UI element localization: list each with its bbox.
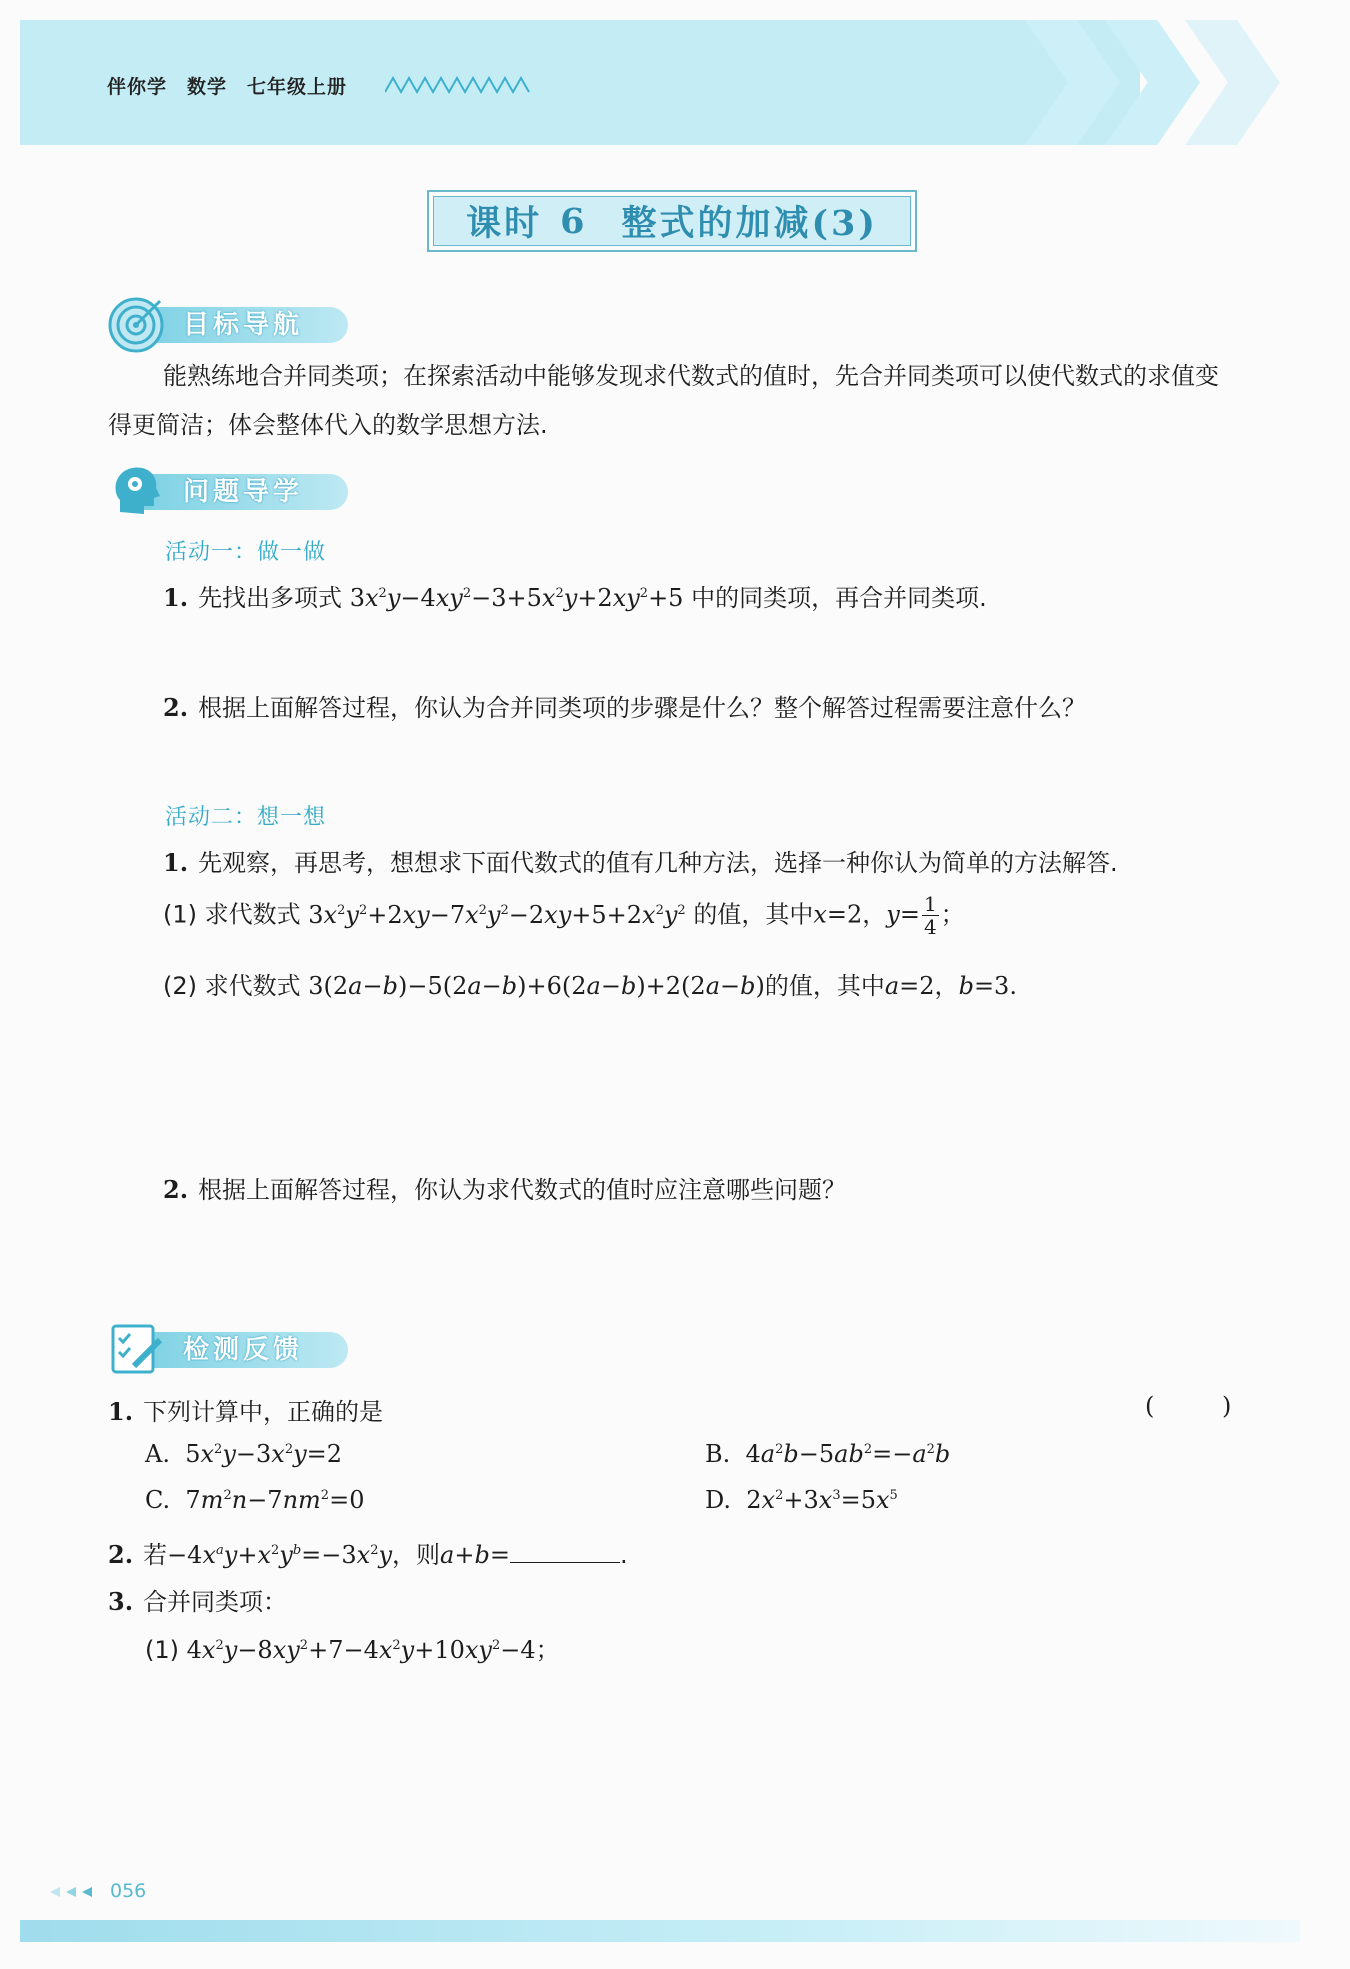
sub-question-1: (1) $4x^2y-8xy^2+7-4x^2y+10xy^2-4$； [145,1636,560,1664]
page-number: 056 [110,1880,147,1902]
checklist-icon [108,1320,166,1378]
feedback-question-3: 3. 合并同类项： [108,1587,288,1616]
target-icon [108,295,166,353]
sub-question-2: (2) 求代数式 3(2a−b)−5(2a−b)+6(2a−b)+2(2a−b)的值，其中a=2，b=3. [163,972,1017,1000]
arrows-icon [50,1885,105,1899]
subject-name: 数学 [187,76,228,98]
footer-band [20,1920,1300,1942]
question-2: 2. 根据上面解答过程，你认为合并同类项的步骤是什么？整个解答过程需要注意什么？ [163,693,1087,722]
activity-two-title: 活动二：想一想 [165,805,327,830]
head-gear-icon [108,462,166,520]
lesson-number: 6 [560,200,588,242]
grade-name: 七年级上册 [247,76,348,98]
section-banner-problem [108,462,353,518]
section-title: 问题导学 [183,477,304,507]
question-1: 1. 先观察，再思考，想想求下面代数式的值有几种方法，选择一种你认为简单的方法解答. [163,848,1118,877]
header-breadcrumb [107,72,367,99]
option-c: C. $7m^2n-7nm^2=0$ [145,1486,365,1514]
section-title: 目标导航 [183,310,304,340]
answer-blank[interactable] [510,1542,620,1563]
book-name: 伴你学 [107,76,168,98]
lesson-title [427,190,917,252]
goal-paragraph: 能熟练地合并同类项；在探索活动中能够发现求代数式的值时，先合并同类项可以使代数式的求值变得更简洁；体会整体代入的数学思想方法. [108,362,1219,439]
section-banner-feedback [108,1320,353,1376]
feedback-question-1: 1. 下列计算中，正确的是 [108,1397,384,1426]
feedback-question-2: 2. 若$-4x^ay+x^2y^b=-3x^2y$，则a+b= . [108,1540,628,1569]
lesson-topic: 整式的加减(3) [621,203,878,244]
question-2: 2. 根据上面解答过程，你认为求代数式的值时应注意哪些问题？ [163,1175,847,1204]
option-d: D. $2x^2+3x^3=5x^5$ [705,1486,898,1514]
activity-one-title: 活动一：做一做 [165,540,327,565]
zigzag-icon [385,76,530,94]
answer-parentheses: ( ) [1145,1392,1262,1420]
option-b: B. $4a^2b-5ab^2=-a^2b$ [705,1440,951,1468]
option-a: A. $5x^2y-3x^2y=2$ [145,1440,343,1468]
lesson-label: 课时 [466,203,543,244]
section-title: 检测反馈 [183,1335,304,1365]
section-banner-goal [108,295,353,351]
question-1: 1. 先找出多项式 $3x^2y-4xy^2-3+5x^2y+2xy^2+5$ 中的同类项，再合并同类项. [163,583,987,612]
sub-question-1: (1) 求代数式 $3x^2y^2+2xy-7x^2y^2-2xy+5+2x^2y^2$ 的值，其中x=2，y= $\frac{1}{4}$ ； [163,892,965,939]
